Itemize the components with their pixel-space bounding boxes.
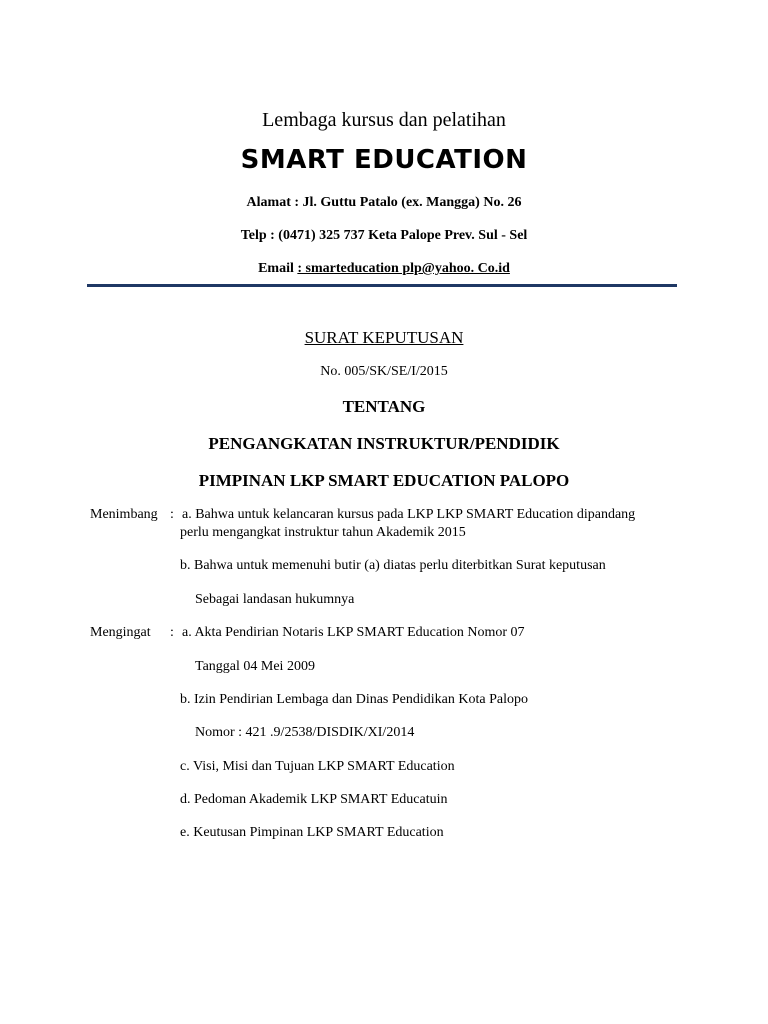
email-value: : smarteducation plp@yahoo. Co.id [297,261,510,276]
mengingat-b-line1: b. Izin Pendirian Lembaga dan Dinas Pendidikan Kota Palopo [180,692,528,707]
letterhead-divider [87,284,677,287]
mengingat-colon: : [170,625,174,640]
mengingat-c: c. Visi, Misi dan Tujuan LKP SMART Education [180,759,455,774]
mengingat-b-line2: Nomor : 421 .9/2538/DISDIK/XI/2014 [195,725,415,740]
menimbang-a-line1: a. Bahwa untuk kelancaran kursus pada LKP LKP SMART Education dipandang [182,507,636,522]
institution-name: SMART EDUCATION [240,145,528,175]
decree-tentang: TENTANG [342,397,426,416]
mengingat-a-line1: a. Akta Pendirian Notaris LKP SMART Education Nomor 07 [182,625,525,640]
decree-subject-line2: PIMPINAN LKP SMART EDUCATION PALOPO [198,471,570,490]
institution-email [0,261,768,277]
institution-phone: Telp : (0471) 325 737 Keta Palope Prev. Sul - Sel [240,228,528,243]
menimbang-b-line2: Sebagai landasan hukumnya [195,592,355,607]
decree-subject-line1: PENGANGKATAN INSTRUKTUR/PENDIDIK [208,434,560,453]
institution-address: Alamat : Jl. Guttu Patalo (ex. Mangga) No. 26 [246,195,522,210]
decree-number: No. 005/SK/SE/I/2015 [320,364,448,379]
email-label: Email [258,261,298,276]
menimbang-label: Menimbang [90,507,158,522]
mengingat-label: Mengingat [90,625,151,640]
decree-title: SURAT KEPUTUSAN [304,328,464,347]
menimbang-a-line2: perlu mengangkat instruktur tahun Akademik 2015 [180,525,466,540]
mengingat-d: d. Pedoman Akademik LKP SMART Educatuin [180,792,448,807]
institution-type: Lembaga kursus dan pelatihan [262,109,506,131]
mengingat-e: e. Keutusan Pimpinan LKP SMART Education [180,825,444,840]
menimbang-b-line1: b. Bahwa untuk memenuhi butir (a) diatas perlu diterbitkan Surat keputusan [180,558,606,573]
mengingat-a-line2: Tanggal 04 Mei 2009 [195,659,315,674]
menimbang-colon: : [170,507,174,522]
